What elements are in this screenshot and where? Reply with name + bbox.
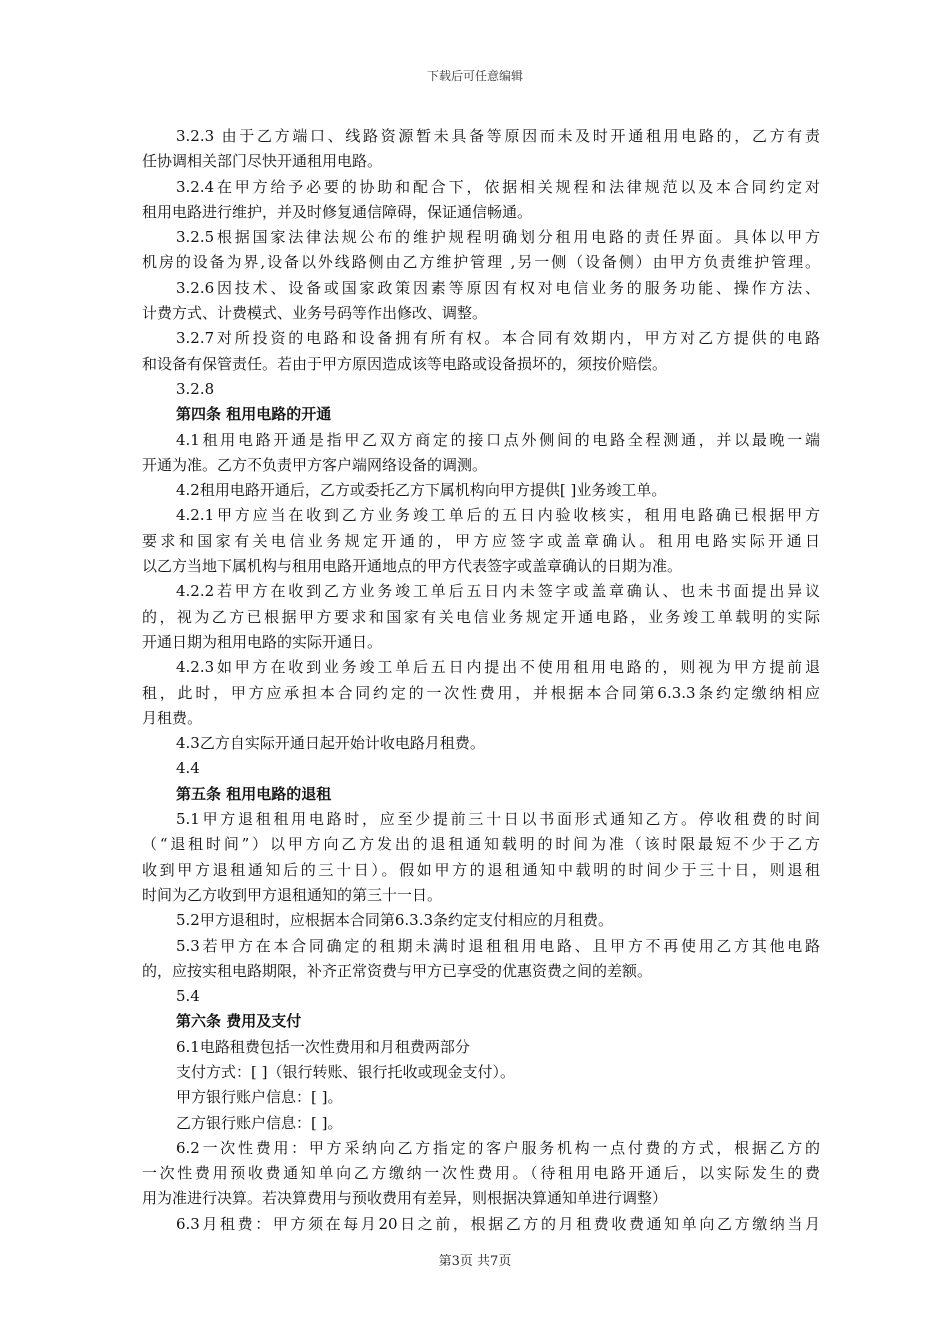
section-heading: 第四条 租用电路的开通	[176, 405, 332, 424]
text-line: 3.2.6因技术、设备或国家政策因素等原因有权对电信业务的服务功能、操作方法、	[176, 278, 820, 297]
text-line: 和设备有保管责任。若由于甲方原因造成该等电路或设备损坏的，须按价赔偿。	[142, 354, 668, 373]
text-line: （“退租时间”）以甲方向乙方发出的退租通知载明的时间为准（该时限最短不少于乙方	[142, 835, 820, 854]
text-line: 开通为准。乙方不负责甲方客户端网络设备的调测。	[142, 455, 488, 474]
text-line: 4.4	[176, 759, 200, 778]
text-line: 一次性费用预收费通知单向乙方缴纳一次性费用。（待租用电路开通后，以实际发生的费	[142, 1164, 820, 1183]
text-line: 租，此时，甲方应承担本合同约定的一次性费用，并根据本合同第6.3.3条约定缴纳相应	[142, 683, 820, 702]
text-line: 时间为乙方收到甲方退租通知的第三十一日。	[142, 885, 443, 904]
text-line: 的，应按实租电路期限，补齐正常资费与甲方已享受的优惠资费之间的差额。	[142, 961, 653, 980]
text-line: 6.3月租费：甲方须在每月20日之前，根据乙方的月租费收费通知单向乙方缴纳当月	[176, 1214, 820, 1233]
text-line: 4.2.1甲方应当在收到乙方业务竣工单后的五日内验收核实，租用电路确已根据甲方	[176, 506, 820, 525]
text-line: 的，视为乙方已根据甲方要求和国家有关电信业务规定开通电路，业务竣工单载明的实际	[142, 607, 820, 626]
text-line: 6.1电路租费包括一次性费用和月租费两部分	[176, 1037, 470, 1056]
document-body	[142, 124, 820, 1237]
page-header: 下载后可任意编辑	[426, 69, 523, 83]
page-footer: 第3页 共7页	[438, 1254, 512, 1269]
text-line: 计费方式、计费模式、业务号码等作出修改、调整。	[142, 304, 488, 323]
text-line: 4.2.3如甲方在收到业务竣工单后五日内提出不使用租用电路的，则视为甲方提前退	[176, 658, 820, 677]
text-line: 乙方银行账户信息：[ ]。	[176, 1113, 343, 1132]
section-heading: 第五条 租用电路的退租	[176, 784, 332, 803]
text-line: 要求和国家有关电信业务规定开通的，甲方应签字或盖章确认。租用电路实际开通日	[142, 531, 820, 550]
text-line: 机房的设备为界,设备以外线路侧由乙方维护管理 ,另一侧（设备侧）由甲方负责维护管理。	[142, 253, 820, 272]
text-line: 5.3若甲方在本合同确定的租期未满时退租租用电路、且甲方不再使用乙方其他电路	[176, 936, 820, 955]
text-line: 3.2.5根据国家法律法规公布的维护规程明确划分租用电路的责任界面。具体以甲方	[176, 228, 820, 247]
text-line: 5.1甲方退租租用电路时，应至少提前三十日以书面形式通知乙方。停收租费的时间	[176, 810, 820, 829]
text-line: 3.2.7对所投资的电路和设备拥有所有权。本合同有效期内，甲方对乙方提供的电路	[176, 329, 820, 348]
text-line: 5.2甲方退租时，应根据本合同第6.3.3条约定支付相应的月租费。	[176, 911, 614, 930]
text-line: 甲方银行账户信息：[ ]。	[176, 1088, 343, 1107]
text-line: 租用电路进行维护，并及时修复通信障碍，保证通信畅通。	[142, 202, 533, 221]
text-line: 以乙方当地下属机构与租用电路开通地点的甲方代表签字或盖章确认的日期为准。	[142, 557, 683, 576]
text-line: 支付方式：[ ]（银行转账、银行托收或现金支付）。	[176, 1062, 515, 1081]
text-line: 3.2.3 由于乙方端口、线路资源暂未具备等原因而未及时开通租用电路的，乙方有责	[176, 127, 820, 145]
text-line: 用为准进行决算。若决算费用与预收费用有差异，则根据决算通知单进行调整）	[142, 1189, 668, 1208]
text-line: 月租费。	[142, 708, 203, 727]
text-line: 4.2租用电路开通后，乙方或委托乙方下属机构向甲方提供[ ]业务竣工单。	[176, 481, 667, 500]
section-heading: 第六条 费用及支付	[176, 1012, 302, 1031]
text-line: 开通日期为租用电路的实际开通日。	[142, 632, 383, 651]
text-line: 3.2.4在甲方给予必要的协助和配合下，依据相关规程和法律规范以及本合同约定对	[176, 177, 820, 196]
text-line: 任协调相关部门尽快开通租用电路。	[142, 152, 383, 171]
text-line: 4.1租用电路开通是指甲乙双方商定的接口点外侧间的电路全程测通，并以最晚一端	[176, 430, 820, 449]
text-line: 4.2.2若甲方在收到乙方业务竣工单后五日内未签字或盖章确认、也未书面提出异议	[176, 582, 820, 601]
text-line: 3.2.8	[176, 379, 215, 398]
text-line: 6.2一次性费用：甲方采纳向乙方指定的客户服务机构一点付费的方式，根据乙方的	[176, 1138, 820, 1157]
text-line: 收到甲方退租通知后的三十日）。假如甲方的退租通知中载明的时间少于三十日，则退租	[142, 860, 820, 879]
text-line: 4.3乙方自实际开通日起开始计收电路月租费。	[176, 734, 485, 753]
text-line: 5.4	[176, 987, 200, 1006]
